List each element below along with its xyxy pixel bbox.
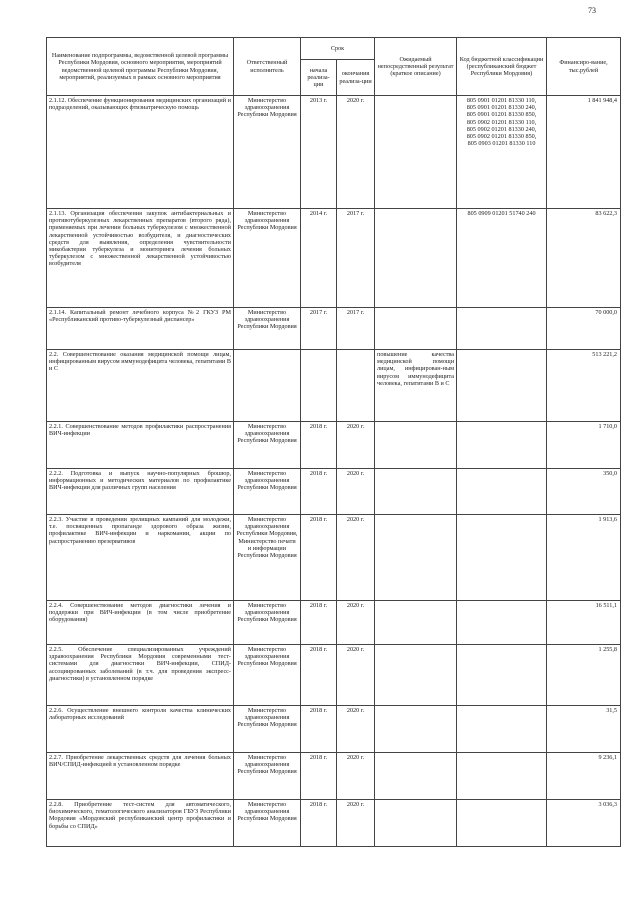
row-end: 2020 г. [337, 469, 375, 515]
row-finance: 83 622,3 [547, 209, 621, 308]
table-row [47, 469, 621, 515]
row-executor: Министерство здравоохранения Республики Мордовия [234, 645, 301, 706]
row-name: 2.2.4. Совершенствование методов диагностики лечения и поддержки при ВИЧ-инфекции (в том числе приобретение оборудования) [47, 601, 234, 645]
row-end: 2020 г. [337, 601, 375, 645]
table-body [47, 96, 621, 847]
row-finance: 3 036,3 [547, 800, 621, 847]
row-executor [234, 350, 301, 422]
row-codes [457, 308, 547, 350]
table-row [47, 753, 621, 800]
table-row [47, 601, 621, 645]
row-finance: 70 000,0 [547, 308, 621, 350]
row-finance: 16 511,1 [547, 601, 621, 645]
row-end: 2020 г. [337, 422, 375, 469]
table-row [47, 515, 621, 601]
row-start: 2018 г. [301, 645, 337, 706]
row-name: 2.2.3. Участие в проведении зрелищных кампаний для молодежи, т.е. посвященных пропаганде здорового образа жизни, профилактике ВИЧ-инфекции и наркомании, акции по распространению презервативов [47, 515, 234, 601]
row-executor: Министерство здравоохранения Республики Мордовия [234, 209, 301, 308]
row-end: 2020 г. [337, 753, 375, 800]
row-name: 2.2.7. Приобретение лекарственных средств для лечения больных ВИЧ/СПИД-инфекцией в установленном порядке [47, 753, 234, 800]
row-name: 2.2.1. Совершенствование методов профилактики распространения ВИЧ-инфекции [47, 422, 234, 469]
header-term: Срок [301, 38, 375, 60]
row-executor: Министерство здравоохранения Республики Мордовия [234, 96, 301, 209]
row-end: 2020 г. [337, 800, 375, 847]
budget-code: 805 0901 01201 81330 110, [466, 97, 537, 104]
row-finance: 1 841 948,4 [547, 96, 621, 209]
row-end: 2020 г. [337, 706, 375, 753]
row-codes [457, 469, 547, 515]
table-row [47, 800, 621, 847]
row-finance: 1 710,0 [547, 422, 621, 469]
budget-code: 805 0901 01201 81330 240, [466, 104, 537, 112]
row-name: 2.2.6. Осуществление внешнего контроля качества клинических лабораторных исследований [47, 706, 234, 753]
row-codes [457, 96, 547, 209]
row-start: 2017 г. [301, 308, 337, 350]
row-codes [457, 209, 547, 308]
row-start: 2018 г. [301, 469, 337, 515]
row-executor: Министерство здравоохранения Республики Мордовия, Министерство печати и информации Республики Мордовия [234, 515, 301, 601]
header-executor: Ответственный исполнитель [234, 38, 301, 96]
row-codes [457, 753, 547, 800]
page-number: 73 [588, 6, 596, 15]
row-result [375, 706, 457, 753]
header-code: Код бюджетной классификации (республиканский бюджет Республики Мордовия) [457, 38, 547, 96]
row-result [375, 469, 457, 515]
budget-code: 805 0902 01201 81330 240, [466, 125, 537, 133]
header-result: Ожидаемый непосредственный результат (краткое описание) [375, 38, 457, 96]
row-result: повышение качества медицинской помощи лицам, инфицирован-ным вирусом иммунодефицита человека, гепатитами B и C [375, 350, 457, 422]
row-result [375, 308, 457, 350]
table-row [47, 96, 621, 209]
row-codes [457, 645, 547, 706]
row-name: 2.2.2. Подготовка и выпуск научно-популярных брошюр, информационных и методических материалов по профилактике ВИЧ-инфекции для различных групп населения [47, 469, 234, 515]
row-executor: Министерство здравоохранения Республики Мордовия [234, 800, 301, 847]
row-start [301, 350, 337, 422]
row-name: 2.1.13. Организация обеспечения закупок антибактериальных и противотуберкулезных лекарственных препаратов (второго ряда), применяемых при лечении больных туберкулезом с множественной лекарственной устойчивостью возбудителя, и диагностических средств для выявления, определения чувствительности микобактерии туберкулеза и мониторинга лечения больных туберкулезом с множественной лекарственной устойчивостью возбудителя [47, 209, 234, 308]
budget-code: 805 0903 01201 81330 110 [467, 140, 536, 148]
row-executor: Министерство здравоохранения Республики Мордовия [234, 706, 301, 753]
budget-code: 805 0909 01201 51740 240 [467, 210, 536, 217]
row-name: 2.1.14. Капитальный ремонт лечебного корпуса №2 ГКУЗ РМ «Республиканский противо-туберкулезный диспансер» [47, 308, 234, 350]
row-executor: Министерство здравоохранения Республики Мордовия [234, 422, 301, 469]
row-executor: Министерство здравоохранения Республики Мордовия [234, 601, 301, 645]
row-codes [457, 515, 547, 601]
table-row [47, 645, 621, 706]
row-result [375, 422, 457, 469]
row-end [337, 350, 375, 422]
row-name: 2.2. Совершенствование оказания медицинской помощи лицам, инфицированным вирусом иммунодефицита человека, гепатитами B и C [47, 350, 234, 422]
row-result [375, 601, 457, 645]
row-result [375, 800, 457, 847]
row-start: 2014 г. [301, 209, 337, 308]
row-start: 2018 г. [301, 706, 337, 753]
row-name: 2.1.12. Обеспечение функционирования медицинских организаций и подразделений, оказывающих фтизиатрическую помощь [47, 96, 234, 209]
row-name: 2.2.5. Обеспечение специализированных учреждений здравоохранения Республики Мордовия современными тест-системами для диагностики ВИЧ-инфекции, СПИД-ассоциированных заболеваний (в т.ч. для проведения экспресс-диагностики) в установленном порядке [47, 645, 234, 706]
row-result [375, 96, 457, 209]
row-finance: 9 236,1 [547, 753, 621, 800]
row-start: 2013 г. [301, 96, 337, 209]
header-finance: Финансиро-вание, тыс.рублей [547, 38, 621, 96]
row-start: 2018 г. [301, 800, 337, 847]
row-executor: Министерство здравоохранения Республики Мордовия [234, 308, 301, 350]
row-end: 2017 г. [337, 209, 375, 308]
row-finance: 1 255,8 [547, 645, 621, 706]
row-result [375, 515, 457, 601]
row-start: 2018 г. [301, 601, 337, 645]
header-term-end: окончания реализа-ции [337, 60, 375, 96]
row-codes [457, 350, 547, 422]
row-executor: Министерство здравоохранения Республики Мордовия [234, 469, 301, 515]
row-codes [457, 800, 547, 847]
budget-code: 805 0902 01201 81330 850, [466, 133, 537, 141]
row-codes [457, 706, 547, 753]
row-end: 2020 г. [337, 96, 375, 209]
row-result [375, 645, 457, 706]
table-row [47, 706, 621, 753]
budget-code: 805 0902 01201 81330 110, [466, 118, 537, 126]
header-name: Наименование подпрограммы, ведомственной целевой программы Республики Мордовия, основного мероприятия, мероприятий ведомственной целевой программы Республики Мордовия, мероприятий, реализуемых в рамках основного мероприятия [47, 38, 234, 96]
table-row [47, 350, 621, 422]
row-end: 2017 г. [337, 308, 375, 350]
row-codes [457, 422, 547, 469]
table-row [47, 308, 621, 350]
row-finance: 1 913,6 [547, 515, 621, 601]
row-end: 2020 г. [337, 645, 375, 706]
table-row [47, 209, 621, 308]
row-executor: Министерство здравоохранения Республики Мордовия [234, 753, 301, 800]
row-codes [457, 601, 547, 645]
row-result [375, 753, 457, 800]
program-table [46, 37, 621, 847]
header-term-start: начала реализа-ции [301, 60, 337, 96]
table-row [47, 422, 621, 469]
row-start: 2018 г. [301, 422, 337, 469]
row-result [375, 209, 457, 308]
budget-code: 805 0901 01201 81330 850, [466, 111, 537, 119]
row-end: 2020 г. [337, 515, 375, 601]
row-finance: 31,5 [547, 706, 621, 753]
row-finance: 350,0 [547, 469, 621, 515]
row-name: 2.2.8. Приобретение тест-систем для автоматического, биохимического, гематологического анализаторов ГБУЗ Республики Мордовия «Мордовский республиканский центр профилактики и борьбы со СПИД» [47, 800, 234, 847]
row-start: 2018 г. [301, 515, 337, 601]
row-start: 2018 г. [301, 753, 337, 800]
row-finance: 513 221,2 [547, 350, 621, 422]
